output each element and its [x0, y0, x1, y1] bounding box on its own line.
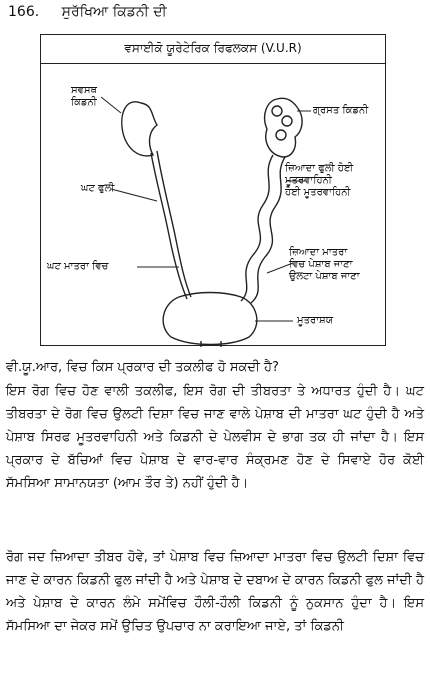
- label-healthy-kidney: ਸਵਸਥ ਕਿਡਨੀ: [71, 85, 97, 108]
- running-title: ਸੁਰੱਖਿਆ ਕਿਡਨੀ ਦੀ: [61, 4, 167, 20]
- vur-figure: [40, 34, 386, 346]
- affected-kidney-shape: [265, 98, 302, 157]
- label-swollen-ureter: ਜ਼ਿਆਦਾ ਫੁਲੀ ਹੋਈ ਮੂਤਰਵਾਹਿਨੀ ਹੋਈ ਮੂਤਰਵਾਹਿਨੀ: [285, 163, 354, 198]
- label-affected-kidney: ਗ੍ਰਸਤ ਕਿਡਨੀ: [313, 105, 369, 116]
- label-less-swelling: ਘਟ ਫੁਲੀ: [81, 183, 115, 194]
- bladder-shape: [163, 293, 257, 345]
- label-low-amount: ਘਟ ਮਾਤਰਾ ਵਿਚ: [47, 261, 109, 272]
- healthy-kidney-shape: [122, 102, 157, 156]
- figure-title: ਵਸਾਈਕੋ ਯੂਰੇਟੇਰਿਕ ਰਿਫਲਕਸ (V.U.R): [124, 41, 302, 55]
- label-high-reflux: ਜ਼ਿਆਦਾ ਮਾਤਰਾ ਵਿਚ ਪੇਸ਼ਾਬ ਜਾਣਾ ਉਲਟਾ ਪੇਸ਼ਾਬ ਜਾਣਾ: [289, 247, 360, 282]
- paragraph-2: ਰੋਗ ਜਦ ਜ਼ਿਆਦਾ ਤੀਬਰ ਹੋਵੇ, ਤਾਂ ਪੇਸ਼ਾਬ ਵਿਚ ਜ਼ਿਆਦਾ ਮਾਤਰਾ ਵਿਚ ਉਲਟੀ ਦਿਸ਼ਾ ਵਿਚ ਜਾਣ ਦੇ ਕਾਰਨ ਕਿਡਨੀ ਫੁਲ ਜਾਂਦੀ ਹੈ ਅਤੇ ਪੇਸ਼ਾਬ ਦੇ ਦਬਾਅ ਦੇ ਕਾਰਨ ਕਿਡਨੀ ਫੁਲ ਜਾਂਦੀ ਹੈ ਅਤੇ ਪੇਸ਼ਾਬ ਦੇ ਕਾਰਨ ਲੰਮੇ ਸਮੇਂਵਿਚ ਹੌਲੀ-ਹੌਲੀ ਕਿਡਨੀ ਨੂੰ ਨੁਕਸਾਨ ਹੁੰਦਾ ਹੈ। ਇਸ ਸੱਮਸਿਆ ਦਾ ਜੇਕਰ ਸਮੇਂ ਉਚਿਤ ਉਪਚਾਰ ਨਾ ਕਰਾਇਆ ਜਾਏ, ਤਾਂ ਕਿਡਨੀ: [6, 550, 424, 634]
- swollen-ureter: [241, 155, 273, 301]
- healthy-ureter: [151, 153, 187, 299]
- section-question: ਵੀ.ਯੂ.ਆਰ, ਵਿਚ ਕਿਸ ਪ੍ਰਕਾਰ ਦੀ ਤਕਲੀਫ ਹੋ ਸਕਦੀ ਹੈ?: [6, 360, 279, 375]
- label-bladder: ਮੂਤਰਾਸ਼ਯ: [297, 315, 334, 326]
- page-number: 166.: [8, 4, 40, 20]
- paragraph-1: ਇਸ ਰੋਗ ਵਿਚ ਹੋਣ ਵਾਲੀ ਤਕਲੀਫ, ਇਸ ਰੋਗ ਦੀ ਤੀਬਰਤਾ ਤੇ ਅਧਾਰਤ ਹੁੰਦੀ ਹੈ। ਘਟ ਤੀਬਰਤਾ ਦੇ ਰੋਗ ਵਿਚ ਉਲਟੀ ਦਿਸ਼ਾ ਵਿਚ ਜਾਣ ਵਾਲੇ ਪੇਸ਼ਾਬ ਦੀ ਮਾਤਰਾ ਘਟ ਹੁੰਦੀ ਹੈ ਅਤੇ ਪੇਸ਼ਾਬ ਸਿਰਫ ਮੂਤਰਵਾਹਿਨੀ ਅਤੇ ਕਿਡਨੀ ਦੇ ਪੇਲਵੀਸ ਦੇ ਭਾਗ ਤਕ ਹੀ ਜਾਂਦਾ ਹੈ। ਇਸ ਪ੍ਰਕਾਰ ਦੇ ਬੱਚਿਆਂ ਵਿਚ ਪੇਸ਼ਾਬ ਦੇ ਵਾਰ-ਵਾਰ ਸੰਕ੍ਰਮਣ ਹੋਣ ਦੇ ਸਿਵਾਏ ਹੋਰ ਕੋਈ ਸੱਮਸਿਆ ਸਾਮਾਨਯਤਾ (ਆਮ ਤੌਰ ਤੇ) ਨਹੀਂ ਹੁੰਦੀ ਹੈ।: [6, 384, 424, 491]
- page-header: [8, 4, 167, 20]
